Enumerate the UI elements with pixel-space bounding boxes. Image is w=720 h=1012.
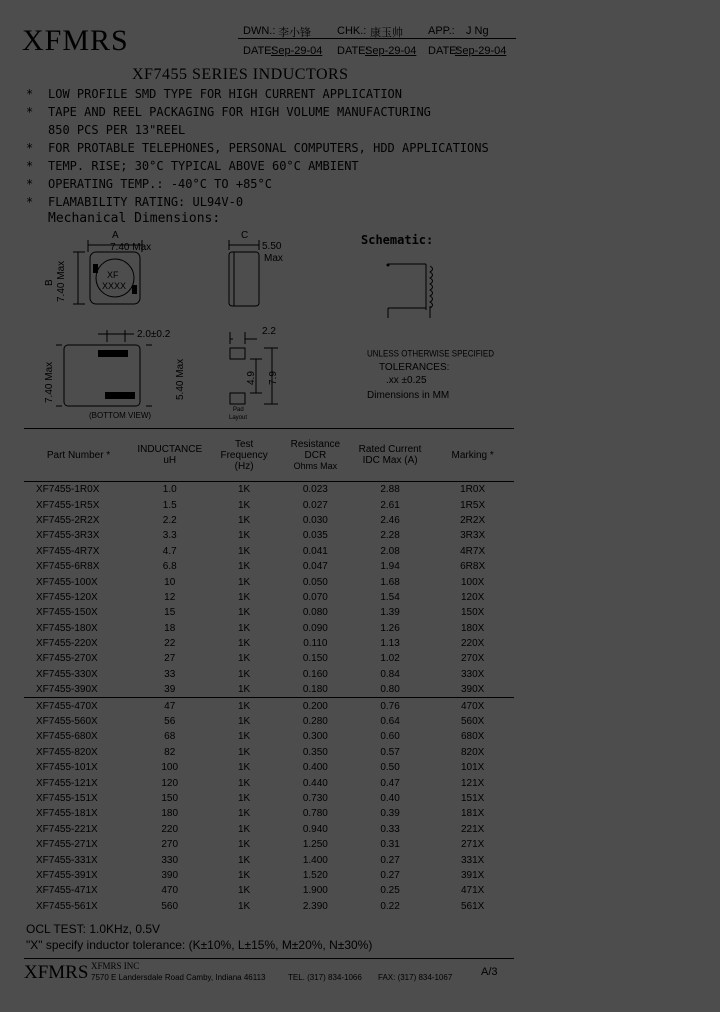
dim-c-max: Max xyxy=(264,253,283,264)
pad-layout-label-1: Pad xyxy=(233,407,244,413)
cell-dcr: 0.350 xyxy=(302,746,328,758)
cell-marking: 3R3X xyxy=(460,530,486,542)
cell-marking: 2R2X xyxy=(460,514,486,526)
cell-inductance: 22 xyxy=(164,638,176,650)
cell-inductance: 10 xyxy=(164,576,176,588)
app-label: APP.: xyxy=(428,25,455,37)
cell-part-number: XF7455-470X xyxy=(24,698,133,714)
cell-current: 0.50 xyxy=(380,762,400,774)
table-row xyxy=(24,544,514,559)
document-title: XF7455 SERIES INDUCTORS xyxy=(132,66,349,83)
cell-frequency: 1K xyxy=(238,900,251,912)
cell-current: 1.02 xyxy=(380,653,400,665)
cell-marking: 121X xyxy=(460,777,485,789)
cell-inductance: 180 xyxy=(161,808,179,820)
mechanical-heading: Mechanical Dimensions: xyxy=(48,211,221,226)
pad-layout-label-2: Layout xyxy=(229,415,248,421)
feature-item: * OPERATING TEMP.: -40°C TO +85°C xyxy=(26,177,272,191)
cell-current: 0.40 xyxy=(380,793,400,804)
cell-current: 0.57 xyxy=(380,746,400,758)
date-label-app: DATE: xyxy=(428,45,460,57)
cell-inductance: 27 xyxy=(164,653,176,665)
cell-dcr: 0.730 xyxy=(302,793,328,804)
marking-top: XF xyxy=(107,270,119,280)
cell-inductance: 390 xyxy=(161,869,179,881)
table-row xyxy=(24,837,514,852)
cell-current: 0.84 xyxy=(380,668,400,680)
cell-marking: 101X xyxy=(460,762,485,774)
cell-inductance: 120 xyxy=(161,777,179,789)
cell-inductance: 2.2 xyxy=(162,514,177,526)
cell-marking: 1R5X xyxy=(460,499,486,511)
cell-inductance: 3.3 xyxy=(162,530,177,542)
cell-marking: 4R7X xyxy=(460,545,486,557)
footer-tel: TEL. (317) 834-1066 xyxy=(288,973,362,982)
cell-part-number: XF7455-6R8X xyxy=(36,561,100,573)
cell-inductance: 330 xyxy=(161,854,179,866)
cell-part-number: XF7455-181X xyxy=(36,808,98,820)
date-chk: Sep-29-04 xyxy=(365,45,417,57)
cell-current: 2.46 xyxy=(380,514,400,526)
table-row xyxy=(24,806,514,821)
feature-item: * LOW PROFILE SMD TYPE FOR HIGH CURRENT APPLICATION xyxy=(26,87,403,101)
cell-current: 0.64 xyxy=(380,716,400,728)
cell-inductance: 100 xyxy=(161,762,179,774)
cell-current: 1.26 xyxy=(380,622,400,634)
cell-frequency: 1K xyxy=(238,869,251,881)
cell-marking: 150X xyxy=(460,607,485,619)
cell-marking: 120X xyxy=(460,591,485,603)
cell-part-number: XF7455-1R0X xyxy=(36,484,100,496)
cell-frequency: 1K xyxy=(238,746,251,758)
cell-inductance: 82 xyxy=(164,746,176,758)
table-row xyxy=(24,760,514,775)
dim-a-label: A xyxy=(112,230,119,241)
feature-item: * FOR PROTABLE TELEPHONES, PERSONAL COMPUTERS, HDD APPLICATIONS xyxy=(26,141,489,155)
col-rated-current: Rated Current IDC Max (A) xyxy=(349,429,431,482)
tolerance-spec-note: "X" specify inductor tolerance: (K±10%, L±15%, M±20%, N±30%) xyxy=(26,938,373,952)
date-label-chk: DATE: xyxy=(337,45,369,57)
cell-dcr: 0.027 xyxy=(302,499,328,511)
layout-height-inner: 4.9 xyxy=(246,371,257,385)
cell-current: 1.13 xyxy=(380,638,400,650)
tolerance-heading: TOLERANCES: xyxy=(379,362,450,373)
table-row xyxy=(24,636,514,651)
bottom-height: 7.40 Max xyxy=(44,361,55,403)
cell-inductance: 39 xyxy=(164,684,176,696)
bottom-view-label: (BOTTOM VIEW) xyxy=(89,411,152,420)
cell-current: 1.39 xyxy=(380,607,400,619)
date-dwn: Sep-29-04 xyxy=(271,45,323,57)
table-row xyxy=(24,605,514,620)
cell-current: 2.88 xyxy=(380,484,400,496)
cell-current: 2.08 xyxy=(380,545,400,557)
chk-label: CHK.: xyxy=(337,25,367,37)
cell-inductance: 150 xyxy=(161,793,179,804)
dim-b-label: B xyxy=(44,279,55,286)
footer-logo: XFMRS xyxy=(24,962,89,983)
cell-current: 0.31 xyxy=(380,839,400,851)
feature-item: * FLAMABILITY RATING: UL94V-0 xyxy=(26,195,244,209)
col-part-number: Part Number * xyxy=(24,429,133,482)
cell-current: 1.94 xyxy=(380,561,400,573)
cell-dcr: 1.520 xyxy=(302,869,328,881)
cell-part-number: XF7455-471X xyxy=(36,885,98,897)
cell-marking: 271X xyxy=(460,839,485,851)
cell-dcr: 0.080 xyxy=(302,607,328,619)
cell-inductance: 6.8 xyxy=(162,561,177,573)
cell-dcr: 0.110 xyxy=(303,638,328,650)
dwn-label: DWN.: xyxy=(243,25,276,37)
cell-current: 0.60 xyxy=(380,731,400,743)
cell-part-number: XF7455-4R7X xyxy=(36,545,100,557)
cell-part-number: XF7455-151X xyxy=(36,793,98,804)
spec-table xyxy=(24,429,514,914)
cell-marking: 220X xyxy=(460,638,485,650)
cell-frequency: 1K xyxy=(238,499,251,511)
cell-frequency: 1K xyxy=(238,607,251,619)
cell-part-number: XF7455-270X xyxy=(36,653,98,665)
table-row xyxy=(24,698,514,714)
cell-dcr: 1.250 xyxy=(302,839,328,851)
app-value: J Ng xyxy=(466,25,489,37)
cell-inductance: 4.7 xyxy=(162,545,177,557)
cell-marking: 390X xyxy=(460,684,485,696)
cell-frequency: 1K xyxy=(238,576,251,588)
cell-marking: 470X xyxy=(431,698,514,714)
cell-marking: 560X xyxy=(460,716,485,728)
date-app: Sep-29-04 xyxy=(455,45,507,57)
ocl-test-note: OCL TEST: 1.0KHz, 0.5V xyxy=(26,922,161,936)
dim-c-label: C xyxy=(241,230,249,241)
cell-frequency: 1K xyxy=(238,530,251,542)
cell-dcr: 0.280 xyxy=(302,716,328,728)
cell-dcr: 0.150 xyxy=(302,653,328,665)
cell-part-number: XF7455-680X xyxy=(36,731,98,743)
table-header-row xyxy=(24,429,514,482)
cell-part-number: XF7455-221X xyxy=(36,823,98,835)
cell-dcr: 0.440 xyxy=(302,777,328,789)
cell-inductance: 68 xyxy=(164,731,176,743)
cell-dcr: 0.023 xyxy=(302,484,328,496)
cell-inductance: 470 xyxy=(161,885,179,897)
cell-inductance: 1.5 xyxy=(162,499,177,511)
cell-dcr: 1.900 xyxy=(302,885,328,897)
cell-current: 0.76 xyxy=(349,698,431,714)
table-row xyxy=(24,497,514,512)
cell-dcr: 2.390 xyxy=(302,900,328,912)
cell-frequency: 1K xyxy=(238,545,251,557)
feature-item: * TEMP. RISE; 30°C TYPICAL ABOVE 60°C AMBIENT xyxy=(26,159,359,173)
cell-frequency: 1K xyxy=(206,698,281,714)
cell-inductance: 220 xyxy=(161,823,179,835)
cell-frequency: 1K xyxy=(238,885,251,897)
cell-marking: 6R8X xyxy=(460,561,486,573)
col-marking: Marking * xyxy=(431,429,514,482)
mechanical-drawing xyxy=(0,0,720,430)
cell-frequency: 1K xyxy=(238,668,251,680)
cell-inductance: 47 xyxy=(133,698,206,714)
cell-frequency: 1K xyxy=(238,793,251,804)
cell-part-number: XF7455-180X xyxy=(36,622,98,634)
cell-current: 0.27 xyxy=(380,854,400,866)
col-resistance: Resistance DCR Ohms Max xyxy=(282,429,349,482)
cell-part-number: XF7455-391X xyxy=(36,869,98,881)
cell-marking: 1R0X xyxy=(460,484,486,496)
cell-inductance: 56 xyxy=(164,716,176,728)
cell-dcr: 0.180 xyxy=(302,684,328,696)
cell-frequency: 1K xyxy=(238,561,251,573)
marking-bottom: XXXX xyxy=(102,281,127,291)
cell-frequency: 1K xyxy=(238,731,251,743)
table-row xyxy=(24,883,514,898)
col-inductance: INDUCTANCE uH xyxy=(133,429,206,482)
cell-dcr: 0.200 xyxy=(282,698,349,714)
feature-item: * TAPE AND REEL PACKAGING FOR HIGH VOLUME MANUFACTURING xyxy=(26,105,431,119)
table-row xyxy=(24,513,514,528)
schematic-heading: Schematic: xyxy=(361,233,434,247)
table-row xyxy=(24,868,514,883)
cell-dcr: 0.090 xyxy=(302,622,328,634)
cell-part-number: XF7455-390X xyxy=(36,684,98,696)
cell-marking: 221X xyxy=(460,823,485,835)
cell-dcr: 0.047 xyxy=(302,561,328,573)
cell-current: 0.25 xyxy=(380,885,400,897)
dim-c-value: 5.50 xyxy=(262,241,282,252)
cell-frequency: 1K xyxy=(238,716,251,728)
cell-marking: 151X xyxy=(460,793,485,804)
table-body xyxy=(24,482,514,914)
table-row xyxy=(24,667,514,682)
footer-fax: FAX: (317) 834-1067 xyxy=(378,973,453,982)
cell-frequency: 1K xyxy=(238,762,251,774)
cell-current: 0.80 xyxy=(380,684,400,696)
cell-part-number: XF7455-150X xyxy=(36,607,98,619)
cell-frequency: 1K xyxy=(238,591,251,603)
footer-rule xyxy=(24,958,514,959)
cell-inductance: 18 xyxy=(164,622,176,634)
cell-part-number: XF7455-331X xyxy=(36,854,98,866)
cell-frequency: 1K xyxy=(238,622,251,634)
table-row xyxy=(24,822,514,837)
cell-frequency: 1K xyxy=(238,823,251,835)
layout-width: 2.2 xyxy=(262,326,276,337)
cell-dcr: 0.035 xyxy=(302,530,328,542)
cell-current: 1.54 xyxy=(380,591,400,603)
cell-frequency: 1K xyxy=(238,777,251,789)
table-row xyxy=(24,559,514,574)
cell-marking: 270X xyxy=(460,653,485,665)
cell-inductance: 33 xyxy=(164,668,176,680)
cell-marking: 181X xyxy=(460,808,485,820)
cell-frequency: 1K xyxy=(238,808,251,820)
cell-marking: 330X xyxy=(460,668,485,680)
dwn-value: 李小锋 xyxy=(278,27,311,39)
table-row xyxy=(24,590,514,605)
cell-current: 0.22 xyxy=(380,900,400,912)
cell-marking: 471X xyxy=(460,885,485,897)
cell-dcr: 0.160 xyxy=(302,668,328,680)
cell-part-number: XF7455-2R2X xyxy=(36,514,100,526)
cell-marking: 680X xyxy=(460,731,485,743)
cell-frequency: 1K xyxy=(238,484,251,496)
cell-marking: 180X xyxy=(460,622,485,634)
cell-part-number: XF7455-3R3X xyxy=(36,530,100,542)
table-row xyxy=(24,574,514,589)
cell-frequency: 1K xyxy=(238,514,251,526)
table-row xyxy=(24,528,514,543)
cell-part-number: XF7455-121X xyxy=(36,777,98,789)
cell-part-number: XF7455-330X xyxy=(36,668,98,680)
cell-frequency: 1K xyxy=(238,684,251,696)
table-row xyxy=(24,621,514,636)
cell-marking: 391X xyxy=(460,869,485,881)
table-row xyxy=(24,651,514,666)
cell-dcr: 0.400 xyxy=(302,762,328,774)
cell-dcr: 0.780 xyxy=(302,808,328,820)
page-number: A/3 xyxy=(481,966,498,978)
table-row xyxy=(24,852,514,867)
cell-part-number: XF7455-220X xyxy=(36,638,98,650)
company-logo: XFMRS xyxy=(22,24,129,57)
layout-height-outer: 7.9 xyxy=(268,371,279,385)
cell-current: 0.39 xyxy=(380,808,400,820)
cell-part-number: XF7455-561X xyxy=(36,900,98,912)
cell-inductance: 12 xyxy=(164,591,176,603)
cell-current: 2.61 xyxy=(380,499,400,511)
cell-marking: 820X xyxy=(460,746,485,758)
cell-part-number: XF7455-100X xyxy=(36,576,98,588)
cell-current: 2.28 xyxy=(380,530,400,542)
cell-marking: 100X xyxy=(460,576,485,588)
cell-dcr: 0.030 xyxy=(302,514,328,526)
dimensions-unit: Dimensions in MM xyxy=(367,390,450,401)
cell-frequency: 1K xyxy=(238,638,251,650)
cell-inductance: 270 xyxy=(161,839,179,851)
chk-value: 康玉帅 xyxy=(370,27,403,39)
cell-part-number: XF7455-101X xyxy=(36,762,98,774)
cell-marking: 331X xyxy=(460,854,485,866)
cell-dcr: 0.050 xyxy=(302,576,328,588)
feature-item: 850 PCS PER 13"REEL xyxy=(48,123,186,137)
table-row xyxy=(24,729,514,744)
table-row xyxy=(24,791,514,806)
tolerance-value: .xx ±0.25 xyxy=(386,375,427,386)
cell-dcr: 0.940 xyxy=(302,823,328,835)
cell-part-number: XF7455-271X xyxy=(36,839,98,851)
table-row xyxy=(24,482,514,498)
bottom-width: 5.40 Max xyxy=(175,358,186,400)
table-row xyxy=(24,714,514,729)
cell-frequency: 1K xyxy=(238,854,251,866)
tolerance-note: UNLESS OTHERWISE SPECIFIED xyxy=(367,348,494,359)
cell-frequency: 1K xyxy=(238,653,251,665)
footer-address: 7570 E Landersdale Road Camby, Indiana 46113 xyxy=(91,973,266,982)
cell-current: 1.68 xyxy=(380,576,400,588)
table-row xyxy=(24,775,514,790)
date-label-dwn: DATE: xyxy=(243,45,275,57)
table-row xyxy=(24,899,514,914)
pad-spacing: 2.0±0.2 xyxy=(137,329,171,340)
cell-marking: 561X xyxy=(460,900,485,912)
cell-dcr: 1.400 xyxy=(302,854,328,866)
cell-frequency: 1K xyxy=(238,839,251,851)
cell-inductance: 1.0 xyxy=(162,484,177,496)
cell-part-number: XF7455-820X xyxy=(36,746,98,758)
cell-inductance: 560 xyxy=(161,900,179,912)
dim-a-value: 7.40 Max xyxy=(110,242,152,253)
cell-inductance: 15 xyxy=(164,607,176,619)
cell-part-number: XF7455-1R5X xyxy=(36,499,100,511)
cell-dcr: 0.300 xyxy=(302,731,328,743)
footer-company: XFMRS INC xyxy=(91,961,140,971)
table-row xyxy=(24,745,514,760)
cell-dcr: 0.070 xyxy=(302,591,328,603)
table-row xyxy=(24,682,514,698)
cell-current: 0.27 xyxy=(380,869,400,881)
col-test-frequency: Test Frequency (Hz) xyxy=(206,429,281,482)
cell-current: 0.33 xyxy=(380,823,400,835)
cell-current: 0.47 xyxy=(380,777,400,789)
dim-b-value: 7.40 Max xyxy=(56,260,67,302)
cell-part-number: XF7455-560X xyxy=(36,716,98,728)
cell-dcr: 0.041 xyxy=(302,545,328,557)
cell-part-number: XF7455-120X xyxy=(36,591,98,603)
